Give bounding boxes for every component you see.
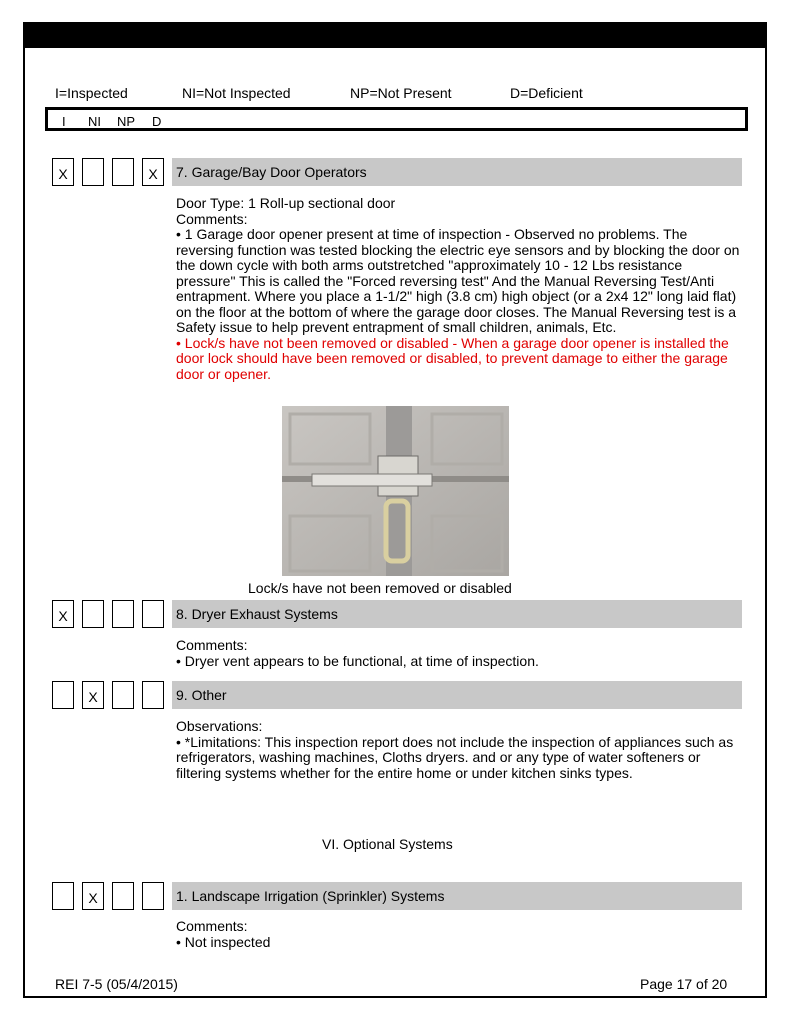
- checkbox-not-inspected[interactable]: [82, 600, 104, 628]
- key-ni: NI: [88, 114, 101, 129]
- comment-text: • Dryer vent appears to be functional, at time of inspection.: [176, 652, 539, 669]
- observations-label: Observations:: [176, 718, 263, 734]
- checkbox-inspected[interactable]: X: [52, 600, 74, 628]
- checkbox-deficient[interactable]: [142, 882, 164, 910]
- door-type: Door Type: 1 Roll-up sectional door: [176, 195, 396, 211]
- comments-label: Comments:: [176, 210, 248, 227]
- comments-label: Comments:: [176, 637, 248, 653]
- form-id: REI 7-5 (05/4/2015): [55, 976, 178, 992]
- legend-inspected: I=Inspected: [55, 85, 128, 101]
- legend-not-present: NP=Not Present: [350, 85, 452, 101]
- checkbox-not-present[interactable]: [112, 600, 134, 628]
- checkbox-not-present[interactable]: [112, 158, 134, 186]
- section-content: [176, 638, 742, 669]
- checkbox-inspected[interactable]: [52, 882, 74, 910]
- comment-text: • 1 Garage door opener present at time of inspection - Observed no problems. The reversing function was tested blocking the electric eye sensors and by blocking the door on the down cycle with both arms outstretched "approximately 10 - 12 Lbs resistance pressure" This is called the "Forced reversing test" And the Manual Reversing Test/Anti entrapment. Where you place a 1-1/2" high (3.8 cm) high object (or a 2x4 12" long laid flat) on the floor at the bottom of where the garage door closes. The Manual Reversing test is a Safety issue to help prevent entrapment of small children, animals, Etc.: [176, 226, 740, 335]
- section-content: [176, 196, 742, 382]
- comment-text: • Not inspected: [176, 933, 271, 950]
- page-number: Page 17 of 20: [640, 976, 728, 992]
- checkbox-key-row: [45, 107, 748, 131]
- checkbox-not-inspected[interactable]: [82, 158, 104, 186]
- checkbox-not-present[interactable]: [112, 681, 134, 709]
- deficiency-text: • Lock/s have not been removed or disabled - When a garage door opener is installed the door lock should have been removed or disabled, to prevent damage to either the garage door or opener.: [176, 334, 729, 382]
- key-np: NP: [117, 114, 136, 129]
- checkbox-deficient[interactable]: [142, 681, 164, 709]
- comment-text: • *Limitations: This inspection report does not include the inspection of appliances such as refrigerators, washing machines, Cloths dryers. and or any type of water softeners or filtering systems whether for the entire home or under kitchen sinks types.: [176, 733, 734, 781]
- checkbox-inspected[interactable]: X: [52, 158, 74, 186]
- comments-label: Comments:: [176, 918, 248, 934]
- legend-deficient: D=Deficient: [510, 85, 583, 101]
- checkbox-not-inspected[interactable]: X: [82, 681, 104, 709]
- checkbox-not-present[interactable]: [112, 882, 134, 910]
- section-header: 8. Dryer Exhaust Systems: [172, 600, 742, 628]
- legend-not-inspected: NI=Not Inspected: [182, 85, 291, 101]
- photo-caption: Lock/s have not been removed or disabled: [248, 580, 512, 596]
- garage-door-lock-photo: [282, 406, 509, 576]
- checkbox-deficient[interactable]: [142, 600, 164, 628]
- key-d: D: [152, 114, 162, 129]
- key-i: I: [62, 114, 66, 129]
- checkbox-not-inspected[interactable]: X: [82, 882, 104, 910]
- section-content: [176, 719, 742, 781]
- section-content: [176, 919, 742, 950]
- checkbox-deficient[interactable]: X: [142, 158, 164, 186]
- page-header-bar: [23, 22, 767, 48]
- section-header: 9. Other: [172, 681, 742, 709]
- checkbox-inspected[interactable]: [52, 681, 74, 709]
- section-header: 1. Landscape Irrigation (Sprinkler) Systems: [172, 882, 742, 910]
- optional-systems-title: VI. Optional Systems: [322, 836, 453, 852]
- section-header: 7. Garage/Bay Door Operators: [172, 158, 742, 186]
